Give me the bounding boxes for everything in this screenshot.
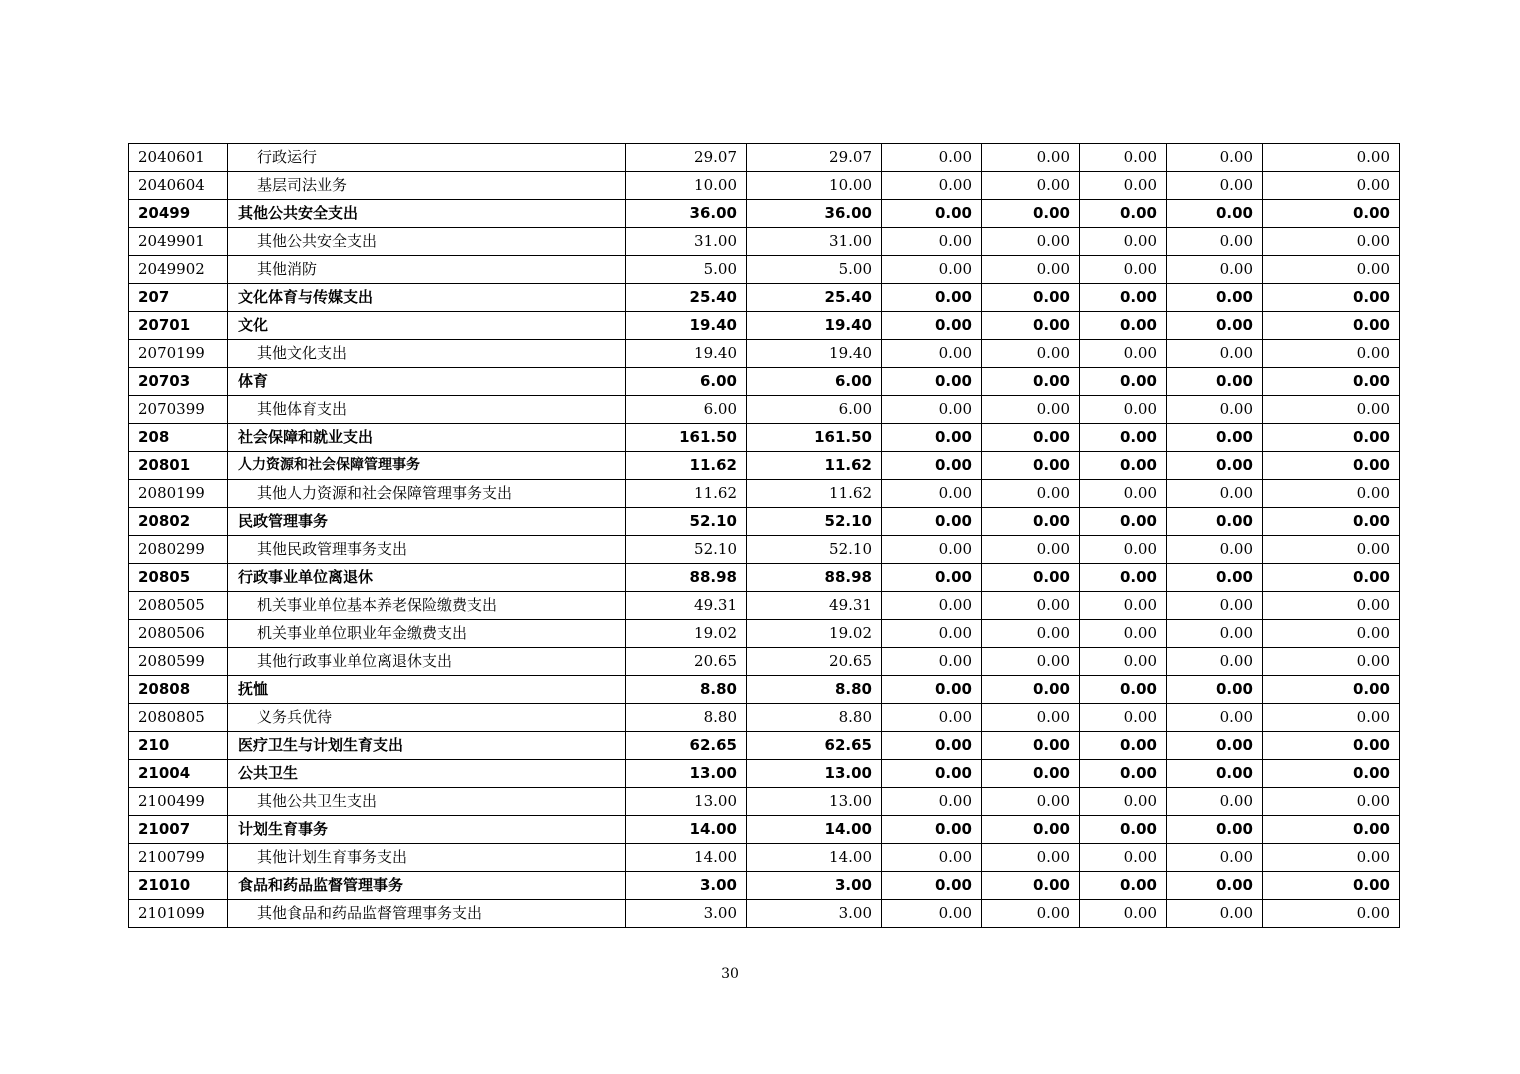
amount-cell: 6.00 — [626, 396, 747, 424]
amount-cell: 0.00 — [1167, 228, 1263, 256]
table-row — [129, 816, 1400, 844]
amount-cell: 20.65 — [747, 648, 882, 676]
amount-cell: 19.40 — [747, 340, 882, 368]
amount-cell: 19.02 — [747, 620, 882, 648]
amount-cell: 0.00 — [982, 536, 1080, 564]
amount-cell: 0.00 — [1263, 284, 1400, 312]
subject-name-cell: 其他公共安全支出 — [228, 200, 626, 228]
amount-cell: 0.00 — [1263, 368, 1400, 396]
subject-code-cell: 210 — [129, 732, 228, 760]
amount-cell: 62.65 — [747, 732, 882, 760]
amount-cell: 6.00 — [747, 368, 882, 396]
table-row — [129, 340, 1400, 368]
amount-cell: 0.00 — [882, 564, 982, 592]
amount-cell: 161.50 — [747, 424, 882, 452]
amount-cell: 0.00 — [1263, 508, 1400, 536]
amount-cell: 0.00 — [1080, 284, 1167, 312]
subject-code-cell: 21010 — [129, 872, 228, 900]
amount-cell: 8.80 — [626, 676, 747, 704]
amount-cell: 14.00 — [626, 844, 747, 872]
subject-code-cell: 2100799 — [129, 844, 228, 872]
subject-name-cell: 其他文化支出 — [228, 340, 626, 368]
amount-cell: 0.00 — [982, 788, 1080, 816]
table-row — [129, 480, 1400, 508]
table-row — [129, 788, 1400, 816]
subject-code-cell: 2080299 — [129, 536, 228, 564]
amount-cell: 0.00 — [1167, 424, 1263, 452]
subject-name-cell: 其他公共安全支出 — [228, 228, 626, 256]
table-row — [129, 760, 1400, 788]
amount-cell: 0.00 — [982, 508, 1080, 536]
amount-cell: 0.00 — [882, 704, 982, 732]
subject-code-cell: 20703 — [129, 368, 228, 396]
amount-cell: 0.00 — [1263, 816, 1400, 844]
amount-cell: 0.00 — [1080, 368, 1167, 396]
amount-cell: 0.00 — [1263, 732, 1400, 760]
table-row — [129, 368, 1400, 396]
subject-name-cell: 社会保障和就业支出 — [228, 424, 626, 452]
amount-cell: 0.00 — [882, 872, 982, 900]
amount-cell: 0.00 — [1263, 536, 1400, 564]
amount-cell: 0.00 — [982, 256, 1080, 284]
amount-cell: 10.00 — [747, 172, 882, 200]
amount-cell: 0.00 — [882, 340, 982, 368]
amount-cell: 0.00 — [882, 536, 982, 564]
amount-cell: 0.00 — [882, 816, 982, 844]
amount-cell: 0.00 — [1167, 788, 1263, 816]
amount-cell: 6.00 — [626, 368, 747, 396]
amount-cell: 52.10 — [747, 508, 882, 536]
amount-cell: 0.00 — [1167, 536, 1263, 564]
amount-cell: 0.00 — [1263, 312, 1400, 340]
amount-cell: 0.00 — [982, 676, 1080, 704]
amount-cell: 0.00 — [1167, 872, 1263, 900]
amount-cell: 49.31 — [747, 592, 882, 620]
table-row — [129, 312, 1400, 340]
amount-cell: 3.00 — [747, 872, 882, 900]
subject-code-cell: 2049901 — [129, 228, 228, 256]
subject-name-cell: 医疗卫生与计划生育支出 — [228, 732, 626, 760]
subject-code-cell: 2100499 — [129, 788, 228, 816]
amount-cell: 0.00 — [1080, 396, 1167, 424]
amount-cell: 0.00 — [1167, 284, 1263, 312]
subject-code-cell: 2101099 — [129, 900, 228, 928]
amount-cell: 3.00 — [626, 872, 747, 900]
amount-cell: 11.62 — [626, 452, 747, 480]
amount-cell: 0.00 — [882, 172, 982, 200]
subject-code-cell: 20808 — [129, 676, 228, 704]
amount-cell: 88.98 — [626, 564, 747, 592]
table-row — [129, 284, 1400, 312]
amount-cell: 0.00 — [1263, 424, 1400, 452]
subject-name-cell: 机关事业单位职业年金缴费支出 — [228, 620, 626, 648]
amount-cell: 0.00 — [982, 620, 1080, 648]
amount-cell: 0.00 — [882, 732, 982, 760]
amount-cell: 0.00 — [982, 396, 1080, 424]
amount-cell: 0.00 — [882, 312, 982, 340]
table-row — [129, 732, 1400, 760]
amount-cell: 0.00 — [1263, 900, 1400, 928]
amount-cell: 0.00 — [1080, 732, 1167, 760]
amount-cell: 0.00 — [882, 648, 982, 676]
amount-cell: 11.62 — [747, 480, 882, 508]
amount-cell: 31.00 — [747, 228, 882, 256]
amount-cell: 19.40 — [626, 340, 747, 368]
amount-cell: 0.00 — [982, 284, 1080, 312]
page-number: 30 — [721, 966, 739, 982]
amount-cell: 161.50 — [626, 424, 747, 452]
subject-name-cell: 机关事业单位基本养老保险缴费支出 — [228, 592, 626, 620]
amount-cell: 25.40 — [626, 284, 747, 312]
amount-cell: 49.31 — [626, 592, 747, 620]
table-row — [129, 900, 1400, 928]
amount-cell: 0.00 — [1080, 172, 1167, 200]
amount-cell: 0.00 — [1080, 564, 1167, 592]
subject-code-cell: 2080805 — [129, 704, 228, 732]
subject-code-cell: 20802 — [129, 508, 228, 536]
amount-cell: 14.00 — [747, 844, 882, 872]
table-row — [129, 508, 1400, 536]
subject-code-cell: 20701 — [129, 312, 228, 340]
amount-cell: 0.00 — [1080, 452, 1167, 480]
amount-cell: 25.40 — [747, 284, 882, 312]
amount-cell: 36.00 — [747, 200, 882, 228]
amount-cell: 0.00 — [1167, 200, 1263, 228]
amount-cell: 0.00 — [1263, 396, 1400, 424]
amount-cell: 0.00 — [982, 592, 1080, 620]
amount-cell: 0.00 — [1263, 704, 1400, 732]
amount-cell: 0.00 — [982, 480, 1080, 508]
amount-cell: 0.00 — [1263, 592, 1400, 620]
subject-name-cell: 其他食品和药品监督管理事务支出 — [228, 900, 626, 928]
table-row — [129, 648, 1400, 676]
amount-cell: 0.00 — [1167, 340, 1263, 368]
amount-cell: 0.00 — [982, 760, 1080, 788]
subject-code-cell: 2040601 — [129, 144, 228, 172]
table-row — [129, 844, 1400, 872]
table-row — [129, 536, 1400, 564]
amount-cell: 0.00 — [1080, 536, 1167, 564]
amount-cell: 0.00 — [1167, 144, 1263, 172]
amount-cell: 0.00 — [982, 648, 1080, 676]
amount-cell: 0.00 — [1167, 760, 1263, 788]
amount-cell: 0.00 — [1080, 816, 1167, 844]
subject-name-cell: 其他公共卫生支出 — [228, 788, 626, 816]
amount-cell: 0.00 — [1263, 144, 1400, 172]
amount-cell: 0.00 — [882, 424, 982, 452]
amount-cell: 0.00 — [882, 200, 982, 228]
amount-cell: 0.00 — [1263, 648, 1400, 676]
amount-cell: 0.00 — [982, 564, 1080, 592]
amount-cell: 0.00 — [882, 760, 982, 788]
amount-cell: 0.00 — [1167, 368, 1263, 396]
table-row — [129, 200, 1400, 228]
table-row — [129, 592, 1400, 620]
amount-cell: 11.62 — [626, 480, 747, 508]
amount-cell: 0.00 — [1080, 676, 1167, 704]
subject-code-cell: 207 — [129, 284, 228, 312]
amount-cell: 0.00 — [1263, 480, 1400, 508]
amount-cell: 0.00 — [1263, 340, 1400, 368]
amount-cell: 0.00 — [1080, 872, 1167, 900]
table-row — [129, 704, 1400, 732]
table-row — [129, 172, 1400, 200]
amount-cell: 10.00 — [626, 172, 747, 200]
amount-cell: 0.00 — [1167, 900, 1263, 928]
subject-name-cell: 民政管理事务 — [228, 508, 626, 536]
amount-cell: 0.00 — [1080, 424, 1167, 452]
subject-name-cell: 行政运行 — [228, 144, 626, 172]
amount-cell: 0.00 — [1080, 480, 1167, 508]
amount-cell: 0.00 — [1167, 396, 1263, 424]
subject-code-cell: 2080506 — [129, 620, 228, 648]
amount-cell: 52.10 — [626, 508, 747, 536]
amount-cell: 0.00 — [1263, 788, 1400, 816]
subject-code-cell: 208 — [129, 424, 228, 452]
table-row — [129, 396, 1400, 424]
amount-cell: 0.00 — [1167, 648, 1263, 676]
subject-name-cell: 公共卫生 — [228, 760, 626, 788]
amount-cell: 0.00 — [1080, 648, 1167, 676]
amount-cell: 0.00 — [1080, 508, 1167, 536]
amount-cell: 0.00 — [882, 844, 982, 872]
subject-name-cell: 人力资源和社会保障管理事务 — [228, 452, 626, 480]
subject-code-cell: 2040604 — [129, 172, 228, 200]
amount-cell: 14.00 — [626, 816, 747, 844]
amount-cell: 0.00 — [882, 144, 982, 172]
amount-cell: 0.00 — [1167, 452, 1263, 480]
amount-cell: 0.00 — [1167, 676, 1263, 704]
amount-cell: 0.00 — [1263, 256, 1400, 284]
amount-cell: 0.00 — [1167, 256, 1263, 284]
table-row — [129, 228, 1400, 256]
amount-cell: 14.00 — [747, 816, 882, 844]
amount-cell: 0.00 — [882, 228, 982, 256]
table-row — [129, 452, 1400, 480]
amount-cell: 0.00 — [1263, 200, 1400, 228]
amount-cell: 0.00 — [1167, 480, 1263, 508]
subject-name-cell: 其他民政管理事务支出 — [228, 536, 626, 564]
amount-cell: 0.00 — [982, 900, 1080, 928]
amount-cell: 0.00 — [1263, 228, 1400, 256]
amount-cell: 0.00 — [1263, 620, 1400, 648]
amount-cell: 11.62 — [747, 452, 882, 480]
amount-cell: 0.00 — [1263, 564, 1400, 592]
amount-cell: 0.00 — [1080, 144, 1167, 172]
amount-cell: 0.00 — [1263, 452, 1400, 480]
amount-cell: 0.00 — [1167, 592, 1263, 620]
amount-cell: 0.00 — [882, 368, 982, 396]
amount-cell: 0.00 — [982, 704, 1080, 732]
amount-cell: 0.00 — [882, 788, 982, 816]
amount-cell: 0.00 — [1080, 900, 1167, 928]
table-row — [129, 872, 1400, 900]
amount-cell: 19.40 — [626, 312, 747, 340]
subject-code-cell: 2080599 — [129, 648, 228, 676]
amount-cell: 13.00 — [626, 760, 747, 788]
amount-cell: 0.00 — [982, 340, 1080, 368]
amount-cell: 0.00 — [982, 844, 1080, 872]
subject-code-cell: 21007 — [129, 816, 228, 844]
amount-cell: 0.00 — [882, 620, 982, 648]
amount-cell: 20.65 — [626, 648, 747, 676]
subject-name-cell: 其他消防 — [228, 256, 626, 284]
subject-code-cell: 2049902 — [129, 256, 228, 284]
amount-cell: 52.10 — [747, 536, 882, 564]
amount-cell: 13.00 — [626, 788, 747, 816]
amount-cell: 8.80 — [747, 704, 882, 732]
amount-cell: 0.00 — [1080, 340, 1167, 368]
amount-cell: 0.00 — [982, 172, 1080, 200]
amount-cell: 0.00 — [982, 312, 1080, 340]
amount-cell: 0.00 — [882, 508, 982, 536]
amount-cell: 0.00 — [882, 396, 982, 424]
subject-name-cell: 其他人力资源和社会保障管理事务支出 — [228, 480, 626, 508]
table-row — [129, 256, 1400, 284]
amount-cell: 0.00 — [1080, 200, 1167, 228]
amount-cell: 13.00 — [747, 760, 882, 788]
subject-code-cell: 2070399 — [129, 396, 228, 424]
table-row — [129, 564, 1400, 592]
subject-code-cell: 21004 — [129, 760, 228, 788]
amount-cell: 0.00 — [982, 368, 1080, 396]
amount-cell: 0.00 — [982, 816, 1080, 844]
amount-cell: 19.40 — [747, 312, 882, 340]
amount-cell: 0.00 — [1080, 760, 1167, 788]
amount-cell: 29.07 — [747, 144, 882, 172]
subject-name-cell: 其他行政事业单位离退休支出 — [228, 648, 626, 676]
subject-name-cell: 基层司法业务 — [228, 172, 626, 200]
amount-cell: 8.80 — [747, 676, 882, 704]
amount-cell: 0.00 — [1167, 620, 1263, 648]
amount-cell: 3.00 — [747, 900, 882, 928]
amount-cell: 0.00 — [1080, 788, 1167, 816]
subject-name-cell: 食品和药品监督管理事务 — [228, 872, 626, 900]
amount-cell: 0.00 — [882, 592, 982, 620]
amount-cell: 0.00 — [882, 676, 982, 704]
subject-name-cell: 计划生育事务 — [228, 816, 626, 844]
amount-cell: 5.00 — [747, 256, 882, 284]
amount-cell: 8.80 — [626, 704, 747, 732]
amount-cell: 0.00 — [882, 256, 982, 284]
budget-expenditure-table — [128, 143, 1400, 928]
amount-cell: 0.00 — [1080, 620, 1167, 648]
amount-cell: 0.00 — [882, 284, 982, 312]
subject-name-cell: 文化体育与传媒支出 — [228, 284, 626, 312]
amount-cell: 0.00 — [1263, 172, 1400, 200]
table-row — [129, 676, 1400, 704]
amount-cell: 0.00 — [1263, 844, 1400, 872]
amount-cell: 0.00 — [982, 452, 1080, 480]
amount-cell: 88.98 — [747, 564, 882, 592]
amount-cell: 0.00 — [1167, 704, 1263, 732]
amount-cell: 0.00 — [882, 900, 982, 928]
amount-cell: 0.00 — [1080, 844, 1167, 872]
amount-cell: 0.00 — [982, 732, 1080, 760]
subject-name-cell: 其他体育支出 — [228, 396, 626, 424]
amount-cell: 62.65 — [626, 732, 747, 760]
amount-cell: 5.00 — [626, 256, 747, 284]
subject-name-cell: 抚恤 — [228, 676, 626, 704]
table-row — [129, 144, 1400, 172]
amount-cell: 0.00 — [1167, 816, 1263, 844]
amount-cell: 0.00 — [1263, 872, 1400, 900]
amount-cell: 52.10 — [626, 536, 747, 564]
amount-cell: 0.00 — [1080, 256, 1167, 284]
amount-cell: 0.00 — [1167, 732, 1263, 760]
amount-cell: 13.00 — [747, 788, 882, 816]
amount-cell: 0.00 — [1263, 760, 1400, 788]
amount-cell: 0.00 — [1167, 312, 1263, 340]
amount-cell: 6.00 — [747, 396, 882, 424]
amount-cell: 19.02 — [626, 620, 747, 648]
subject-code-cell: 2080199 — [129, 480, 228, 508]
amount-cell: 0.00 — [1080, 704, 1167, 732]
subject-code-cell: 20801 — [129, 452, 228, 480]
amount-cell: 0.00 — [1167, 172, 1263, 200]
amount-cell: 0.00 — [982, 228, 1080, 256]
amount-cell: 0.00 — [982, 872, 1080, 900]
amount-cell: 0.00 — [1167, 508, 1263, 536]
amount-cell: 3.00 — [626, 900, 747, 928]
subject-code-cell: 20499 — [129, 200, 228, 228]
table-row — [129, 620, 1400, 648]
amount-cell: 0.00 — [982, 200, 1080, 228]
amount-cell: 0.00 — [982, 144, 1080, 172]
amount-cell: 0.00 — [1080, 228, 1167, 256]
amount-cell: 0.00 — [1080, 592, 1167, 620]
amount-cell: 0.00 — [1167, 564, 1263, 592]
subject-name-cell: 体育 — [228, 368, 626, 396]
amount-cell: 0.00 — [1167, 844, 1263, 872]
amount-cell: 0.00 — [1263, 676, 1400, 704]
amount-cell: 29.07 — [626, 144, 747, 172]
table-row — [129, 424, 1400, 452]
amount-cell: 31.00 — [626, 228, 747, 256]
table-body — [129, 144, 1400, 928]
subject-name-cell: 义务兵优待 — [228, 704, 626, 732]
subject-name-cell: 行政事业单位离退休 — [228, 564, 626, 592]
amount-cell: 0.00 — [982, 424, 1080, 452]
subject-code-cell: 20805 — [129, 564, 228, 592]
amount-cell: 0.00 — [882, 480, 982, 508]
amount-cell: 36.00 — [626, 200, 747, 228]
amount-cell: 0.00 — [882, 452, 982, 480]
subject-name-cell: 其他计划生育事务支出 — [228, 844, 626, 872]
subject-name-cell: 文化 — [228, 312, 626, 340]
amount-cell: 0.00 — [1080, 312, 1167, 340]
subject-code-cell: 2080505 — [129, 592, 228, 620]
subject-code-cell: 2070199 — [129, 340, 228, 368]
